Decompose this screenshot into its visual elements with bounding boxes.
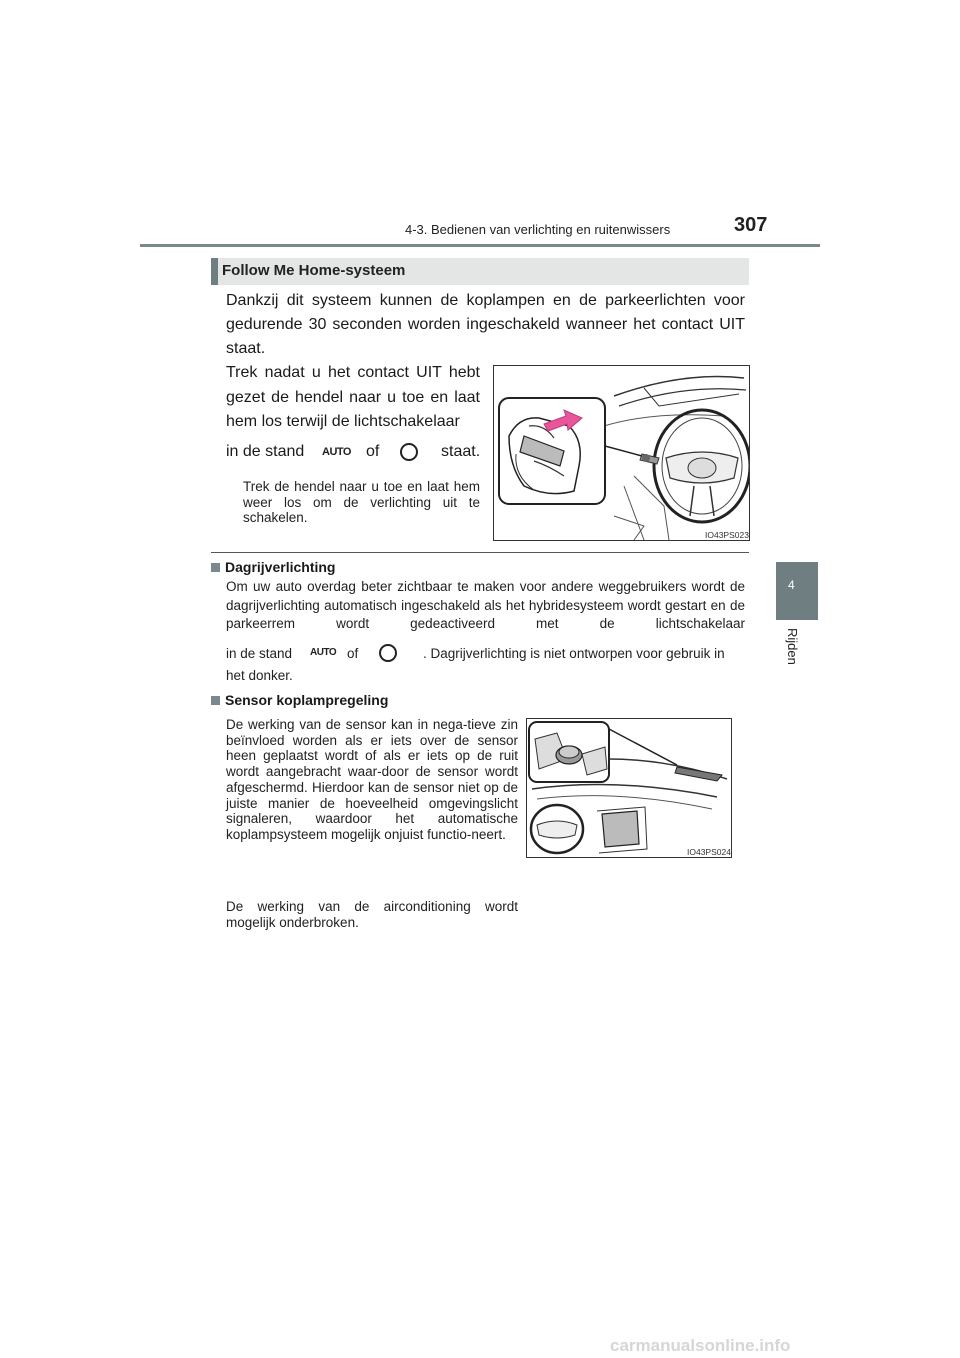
chapter-label-text: Rijden	[785, 628, 800, 665]
chapter-number: 4	[788, 578, 795, 592]
page-number: 307	[734, 214, 768, 236]
figure-lever-pull	[493, 365, 750, 541]
lever-pull-illustration	[494, 366, 749, 540]
figure-light-sensor	[526, 718, 732, 858]
section-intro: Dankzij dit systeem kunnen de koplampen en de parkeerlichten voor gedurende 30 seconden worden ingeschakeld wanneer het contact UIT staat.	[226, 292, 745, 357]
header-rule	[140, 244, 820, 247]
instruction-tail-3: staat.	[441, 443, 481, 460]
instruction-tail	[226, 443, 482, 467]
light-position-icon	[400, 443, 418, 461]
instruction-text: Trek nadat u het contact UIT hebt gezet de hendel naar u toe en laat hem los terwijl de lichtschakelaar	[226, 364, 480, 430]
footer-watermark: carmanualsonline.info	[610, 1336, 791, 1355]
daytime-tail-3: . Dagrijverlichting is niet ontworpen voor gebruik in	[423, 646, 725, 661]
section-title: Follow Me Home-systeem	[222, 262, 406, 279]
auto-position-symbol-2: AUTO	[310, 647, 337, 658]
figure-code-2: IO43PS024	[687, 847, 731, 857]
light-sensor-illustration	[527, 719, 731, 857]
daytime-tail-4: het donker.	[226, 668, 293, 683]
square-bullet-icon-2	[211, 696, 220, 705]
daytime-tail-2: of	[347, 646, 359, 661]
chapter-label	[780, 628, 810, 678]
instruction-tail-2: of	[366, 443, 380, 460]
square-bullet-icon	[211, 563, 220, 572]
sensor-text-1: De werking van de sensor kan in nega-tieve zin beïnvloed worden als er iets over de sensor heen geplaatst wordt of als er iets op de ruit wordt aangebracht waar-door de sensor wordt afgeschermd. Hierdoor kan de sensor niet op de juiste manier de hoeveelheid omgevingslicht signaleren, waardoor het automatische koplampsysteem mogelijk onjuist functio-neert.	[226, 717, 518, 842]
sensor-text-2: De werking van de airconditioning wordt mogelijk onderbroken.	[226, 899, 518, 930]
running-header: 4-3. Bedienen van verlichting en ruitenwissers	[405, 222, 671, 237]
section-divider	[211, 552, 749, 553]
daytime-heading-text: Dagrijverlichting	[225, 559, 336, 575]
figure-code: IO43PS023	[705, 530, 749, 540]
daytime-tail	[226, 644, 746, 664]
chapter-tab	[776, 562, 818, 620]
instruction-tail-1: in de stand	[226, 443, 305, 460]
sensor-heading-text: Sensor koplampregeling	[225, 692, 389, 708]
daytime-text: Om uw auto overdag beter zichtbaar te maken voor andere weggebruikers wordt de dagrijverlichting automatisch ingeschakeld als het hybridesysteem wordt gestart en de parkeerrem wordt gedeactiveerd met de lichtschakelaar	[226, 579, 745, 631]
auto-position-symbol: AUTO	[322, 446, 351, 458]
instruction-note: Trek de hendel naar u toe en laat hem weer los om de verlichting uit te schakelen.	[243, 479, 480, 525]
light-position-icon-2	[379, 644, 397, 662]
daytime-tail-1: in de stand	[226, 646, 293, 661]
sensor-heading	[211, 692, 388, 708]
daytime-heading	[211, 559, 335, 575]
